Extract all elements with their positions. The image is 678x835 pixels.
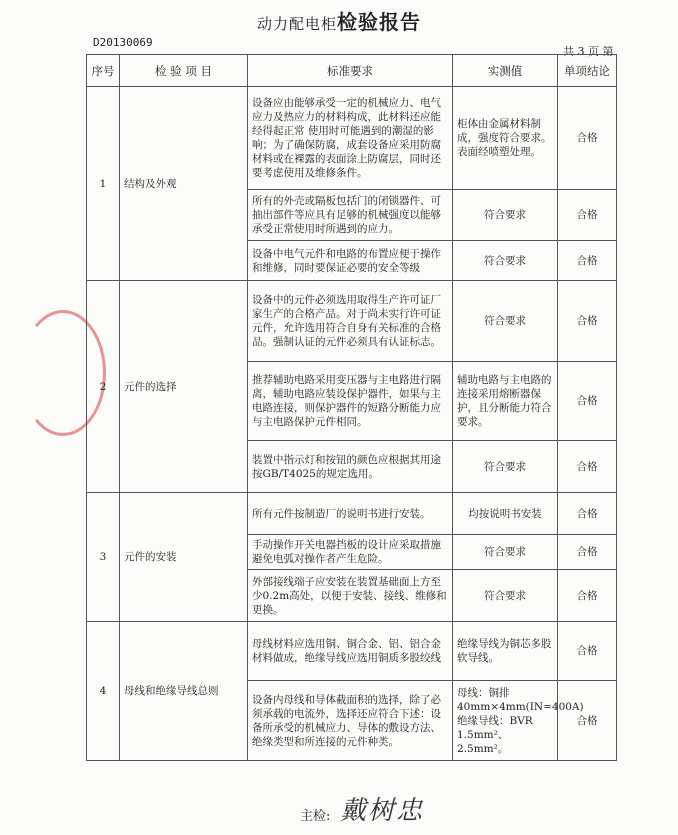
inspector-signature: 戴树忠 <box>340 796 425 826</box>
page-count: 共 3 页 第 <box>563 45 614 58</box>
inspection-item: 元件的选择 <box>120 281 248 493</box>
header-requirement: 标准要求 <box>248 55 453 87</box>
measured-cell: 符合要求 <box>453 241 558 281</box>
requirement-cell: 所有元件按制造厂的说明书进行安装。 <box>248 493 453 535</box>
conclusion-cell: 合格 <box>558 362 617 441</box>
conclusion-cell: 合格 <box>558 87 617 190</box>
conclusion-cell: 合格 <box>558 281 617 362</box>
measured-cell: 均按说明书安装 <box>453 493 558 535</box>
measured-cell: 符合要求 <box>453 441 558 493</box>
measured-cell: 辅助电路与主电路的连接采用熔断器保护，且分断能力符合要求。 <box>453 362 558 441</box>
requirement-cell: 设备应由能够承受一定的机械应力、电气应力及热应力的材料构成，此材料还应能经得起正常 使用时可能遇到的潮湿的影响；为了确保防腐，成套设备应采用防腐材料或在裸露的表面涂上防腐层，同时还要考虑使用及维修条件。 <box>248 87 453 190</box>
table-row <box>87 87 617 190</box>
requirement-cell: 所有的外壳或隔板包括门的闭锁器件、可抽出部件等应具有足够的机械强度以能够承受正常使用时所遇到的应力。 <box>248 190 453 241</box>
table-row <box>87 622 617 681</box>
requirement-cell: 外部接线端子应安装在装置基础面上方至少0.2m高处，以便于安装、接线、维修和更换。 <box>248 570 453 622</box>
measured-cell: 绝缘导线为铜芯多股软导线。 <box>453 622 558 681</box>
header-measured: 实测值 <box>453 55 558 87</box>
measured-cell: 符合要求 <box>453 570 558 622</box>
conclusion-cell: 合格 <box>558 681 617 761</box>
row-number: 4 <box>87 622 120 761</box>
requirement-cell: 推荐辅助电路采用变压器与主电路进行隔离，辅助电路应装设保护器件，如果与主电路连接，则保护器件的短路分断能力应与主电路保护元件相同。 <box>248 362 453 441</box>
document-number: D20130069 <box>93 36 153 49</box>
header-conclusion: 单项结论 <box>558 55 617 87</box>
conclusion-cell: 合格 <box>558 622 617 681</box>
measured-cell: 柜体由金属材料制成，强度符合要求。表面经喷塑处理。 <box>453 87 558 190</box>
inspector-label: 主检: <box>300 809 331 824</box>
row-number: 3 <box>87 493 120 622</box>
inspection-item: 元件的安装 <box>120 493 248 622</box>
measured-cell: 符合要求 <box>453 535 558 570</box>
inspection-item: 母线和绝缘导线总则 <box>120 622 248 761</box>
requirement-cell: 母线材料应选用铜、铜合金、铝、铝合金材料做成，绝缘导线应选用铜质多股绞线 <box>248 622 453 681</box>
measured-cell: 符合要求 <box>453 281 558 362</box>
requirement-cell: 设备中的元件必须选用取得生产许可证厂家生产的合格产品。对于尚未实行许可证元件，允许选用符合自身有关标准的合格品。强制认证的元件必须具有认证标志。 <box>248 281 453 362</box>
measured-cell: 母线：铜排 40mm×4mm(IN=400A) 绝缘导线：BVR 1.5mm²、2.5mm²。 <box>453 681 558 761</box>
measured-cell: 符合要求 <box>453 190 558 241</box>
inspection-item: 结构及外观 <box>120 87 248 281</box>
requirement-cell: 手动操作开关电器挡板的设计应采取措施避免电弧对操作者产生危险。 <box>248 535 453 570</box>
requirement-cell: 设备中电气元件和电路的布置应便于操作和维修，同时要保证必要的安全等级 <box>248 241 453 281</box>
title-prefix: 动力配电柜 <box>256 15 337 33</box>
header-seq: 序号 <box>87 55 120 87</box>
conclusion-cell: 合格 <box>558 441 617 493</box>
table-header-row <box>87 55 617 87</box>
table-row <box>87 493 617 535</box>
requirement-cell: 设备内母线和导体截面积的选择，除了必须承载的电流外，选择还应符合下述：设备所承受的机械应力、导体的敷设方法、绝缘类型和所连接的元件种类。 <box>248 681 453 761</box>
table-row <box>87 281 617 362</box>
inspection-table <box>86 54 617 761</box>
row-number: 1 <box>87 87 120 281</box>
conclusion-cell: 合格 <box>558 493 617 535</box>
requirement-cell: 装置中指示灯和按钮的颜色应根据其用途按GB/T4025的规定选用。 <box>248 441 453 493</box>
conclusion-cell: 合格 <box>558 241 617 281</box>
conclusion-cell: 合格 <box>558 535 617 570</box>
header-item: 检 验 项 目 <box>120 55 248 87</box>
report-title <box>0 6 678 35</box>
conclusion-cell: 合格 <box>558 190 617 241</box>
conclusion-cell: 合格 <box>558 570 617 622</box>
title-suffix: 检验报告 <box>337 10 421 34</box>
row-number: 2 <box>87 281 120 493</box>
